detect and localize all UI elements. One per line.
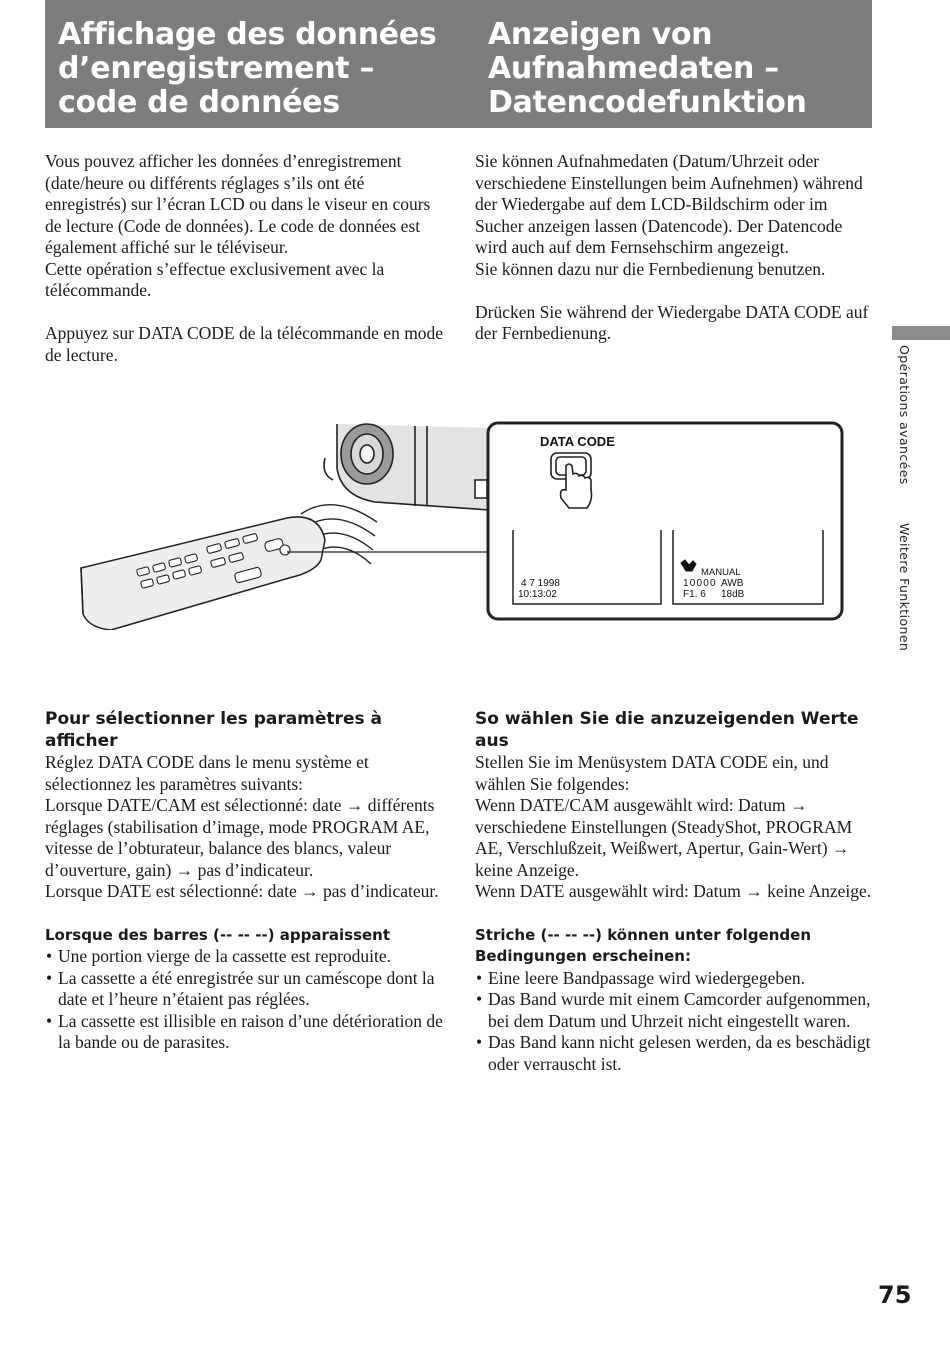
instruction: Drücken Sie während der Wiedergabe DATA CODE auf der Fernbedienung. — [475, 301, 869, 343]
intro-paragraph: Cette opération s’effectue exclusivement avec la télécommande. — [45, 258, 385, 300]
list-item: • Das Band wurde mit einem Camcorder aufgenommen, bei dem Datum und Uhrzeit nicht eingestellt waren. — [475, 989, 875, 1032]
data-code-button-label: DATA CODE — [540, 434, 615, 449]
page-title-fr: Affichage des données d’enregistrement – code de données — [58, 17, 437, 120]
section-paragraph: Wenn DATE ausgewählt wird: Datum → keine Anzeige. — [475, 881, 872, 901]
section-paragraph: Lorsque DATE est sélectionné: date → pas d’indicateur. — [45, 881, 439, 901]
section-heading: So wählen Sie die anzuzeigenden Werte aus — [475, 709, 859, 751]
page-number: 75 — [878, 1281, 912, 1309]
section-de — [475, 709, 875, 1075]
intro-paragraph: Sie können Aufnahmedaten (Datum/Uhrzeit oder verschiedene Einstellungen beim Aufnehmen) während der Wiedergabe auf dem LCD-Bildschirm oder im Sucher anzeigen lassen (Datencode). Der Datencode wird auch auf dem Fernsehschirm angezeigt. — [475, 151, 863, 257]
list-item: • La cassette est illisible en raison d’une détérioration de la bande ou de parasites. — [45, 1011, 445, 1054]
screen-time: 10:13:02 — [518, 589, 557, 600]
section-paragraph: Réglez DATA CODE dans le menu système et sélectionnez les paramètres suivants: — [45, 752, 369, 794]
list-item: • Das Band kann nicht gelesen werden, da es beschädigt oder verrauscht ist. — [475, 1032, 875, 1075]
screen-gain: 18dB — [721, 589, 745, 600]
side-tab-label-de: Weitere Funktionen — [897, 523, 912, 652]
intro-paragraph: Sie können dazu nur die Fernbedienung benutzen. — [475, 258, 826, 279]
camcorder-drawing — [324, 424, 493, 510]
intro-paragraph: Vous pouvez afficher les données d’enregistrement (date/heure ou différents réglages s’ils ont été enregistrés) sur l’écran LCD ou dans le viseur en cours de lecture (Code de données). Le code de données est également affiché sur le téléviseur. — [45, 151, 431, 257]
subsection-heading: Striche (-- -- --) können unter folgenden Bedingungen erscheinen: — [475, 925, 811, 965]
instruction: Appuyez sur DATA CODE de la télécommande en mode de lecture. — [45, 323, 444, 365]
section-fr — [45, 709, 445, 1054]
list-item: • La cassette a été enregistrée sur un caméscope dont la date et l’heure n’étaient pas réglées. — [45, 968, 445, 1011]
remote-control-drawing — [81, 517, 325, 630]
screen-wb: AWB — [721, 578, 744, 589]
bullet-list — [475, 968, 875, 1076]
bullet-list — [45, 946, 445, 1054]
page-title-de: Anzeigen von Aufnahmedaten – Datencodefunktion — [488, 17, 807, 120]
screen-aperture: F1. 6 — [683, 589, 706, 600]
intro-de — [475, 151, 875, 345]
side-tab-label — [888, 345, 912, 690]
remote-control-illustration — [75, 418, 850, 630]
section-paragraph: Stellen Sie im Menüsystem DATA CODE ein, und wählen Sie folgendes: — [475, 752, 829, 794]
section-heading: Pour sélectionner les paramètres à afficher — [45, 709, 382, 751]
screen-mode: MANUAL — [701, 567, 741, 578]
list-item: • Une portion vierge de la cassette est reproduite. — [45, 946, 445, 968]
screen-shutter: 10000 — [683, 578, 717, 589]
side-tab-marker — [892, 326, 950, 340]
intro-fr — [45, 151, 445, 366]
section-paragraph: Wenn DATE/CAM ausgewählt wird: Datum → verschiedene Einstellungen (SteadyShot, PROGRAM AE, Verschlußzeit, Weißwert, Apertur, Gain-Wert) → keine Anzeige. — [475, 795, 853, 880]
screen-date: 4 7 1998 — [521, 578, 560, 589]
list-item: • Eine leere Bandpassage wird wiedergegeben. — [475, 968, 875, 990]
side-tab-label-fr: Opérations avancées — [897, 345, 912, 485]
subsection-heading: Lorsque des barres (-- -- --) apparaissent — [45, 925, 391, 944]
section-paragraph: Lorsque DATE/CAM est sélectionné: date → différents réglages (stabilisation d’image, mode PROGRAM AE, vitesse de l’obturateur, balance des blancs, valeur d’ouverture, gain) → pas d’indicateur. — [45, 795, 435, 880]
